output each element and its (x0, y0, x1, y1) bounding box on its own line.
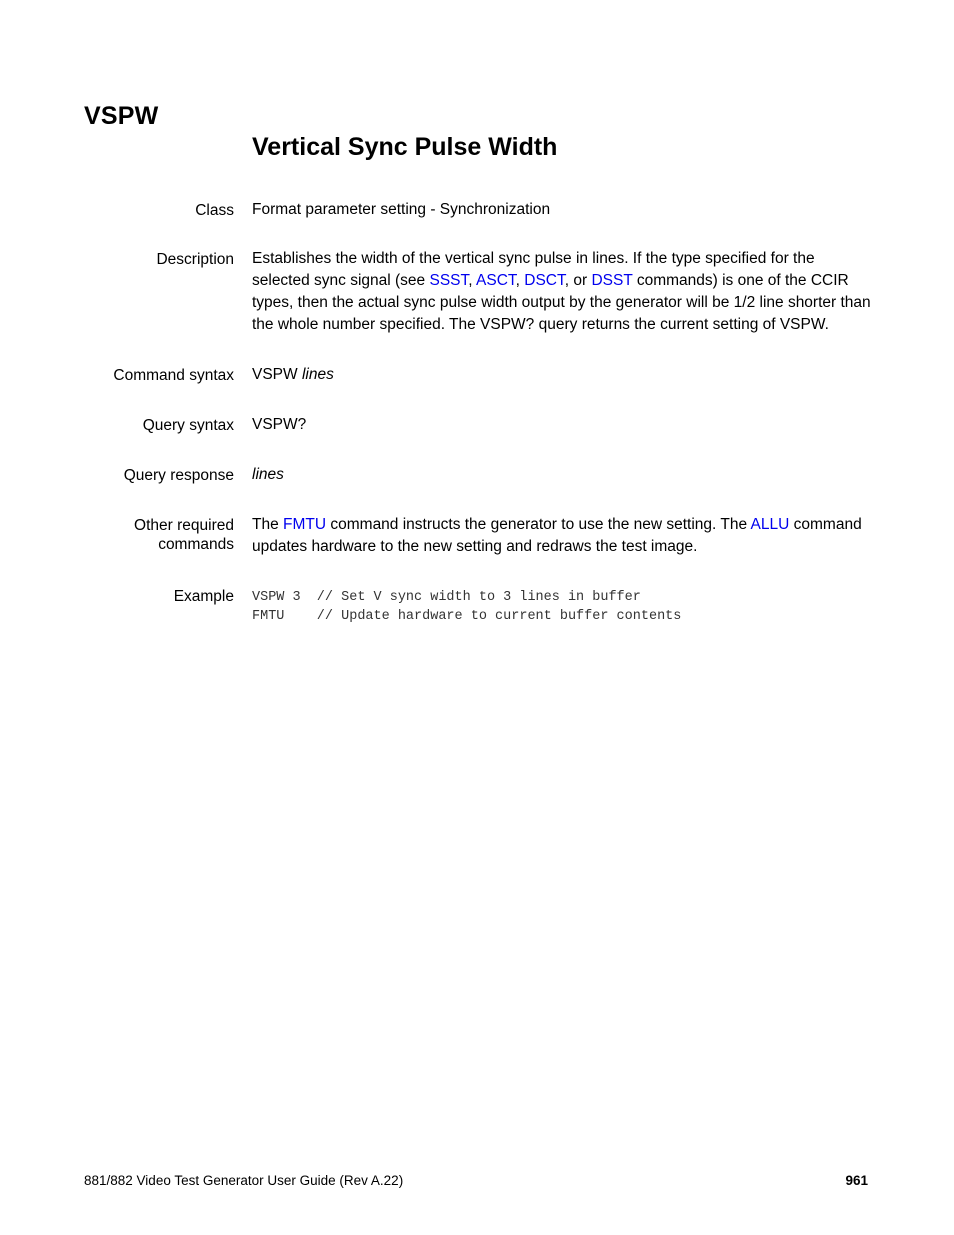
command-syntax-value (252, 364, 872, 386)
link-fmtu[interactable]: FMTU (283, 516, 327, 533)
query-response-value (252, 464, 872, 486)
other-commands-text-1: The (252, 516, 284, 533)
example-code (252, 588, 872, 626)
link-dsst[interactable]: DSST (591, 272, 633, 289)
command-syntax-command: VSPW (252, 366, 298, 383)
description-text-after: commands) is one of the CCIR types, then the actual sync pulse width output by the generator will be 1/2 line shorter than the whole number specified. The VSPW? query returns the current setting of VSPW. (252, 272, 871, 333)
class-value: Format parameter setting - Synchronization (252, 201, 551, 218)
command-name: VSPW (84, 102, 159, 130)
other-commands-label (134, 516, 234, 554)
example-code-line: FMTU // Update hardware to current buffer contents (252, 609, 682, 624)
command-syntax-param: lines (301, 366, 334, 383)
query-syntax-label: Query syntax (142, 417, 234, 434)
other-commands-text-3: command updates hardware to the new setting and redraws the test image. (252, 516, 862, 555)
query-response-label: Query response (123, 467, 234, 484)
command-syntax-label: Command syntax (113, 367, 234, 384)
other-commands-label-line2: commands (158, 536, 234, 553)
other-commands-label-line1: Other required (134, 517, 234, 534)
class-label: Class (195, 202, 234, 219)
separator: , or (564, 272, 592, 289)
link-asct[interactable]: ASCT (476, 272, 516, 289)
footer-guide-title: 881/882 Video Test Generator User Guide (Rev A.22) (84, 1173, 404, 1188)
separator: , (468, 272, 477, 289)
other-commands-text-2: command instructs the generator to use the new setting. The (326, 516, 751, 533)
link-allu[interactable]: ALLU (750, 516, 790, 533)
separator: , (515, 272, 525, 289)
page-title: Vertical Sync Pulse Width (252, 133, 558, 161)
example-label: Example (173, 588, 234, 605)
link-dsct[interactable]: DSCT (524, 272, 565, 289)
example-code-line: VSPW 3 // Set V sync width to 3 lines in buffer (252, 590, 641, 605)
description-text (252, 248, 872, 336)
page-number: 961 (845, 1173, 868, 1188)
query-response-param: lines (252, 466, 284, 483)
query-syntax-value: VSPW? (252, 416, 307, 433)
link-ssst[interactable]: SSST (429, 272, 469, 289)
other-commands-text (252, 514, 872, 558)
description-label: Description (156, 251, 234, 268)
description-text-before: Establishes the width of the vertical sync pulse in lines. If the type specified for the selected sync signal (see (252, 250, 815, 289)
